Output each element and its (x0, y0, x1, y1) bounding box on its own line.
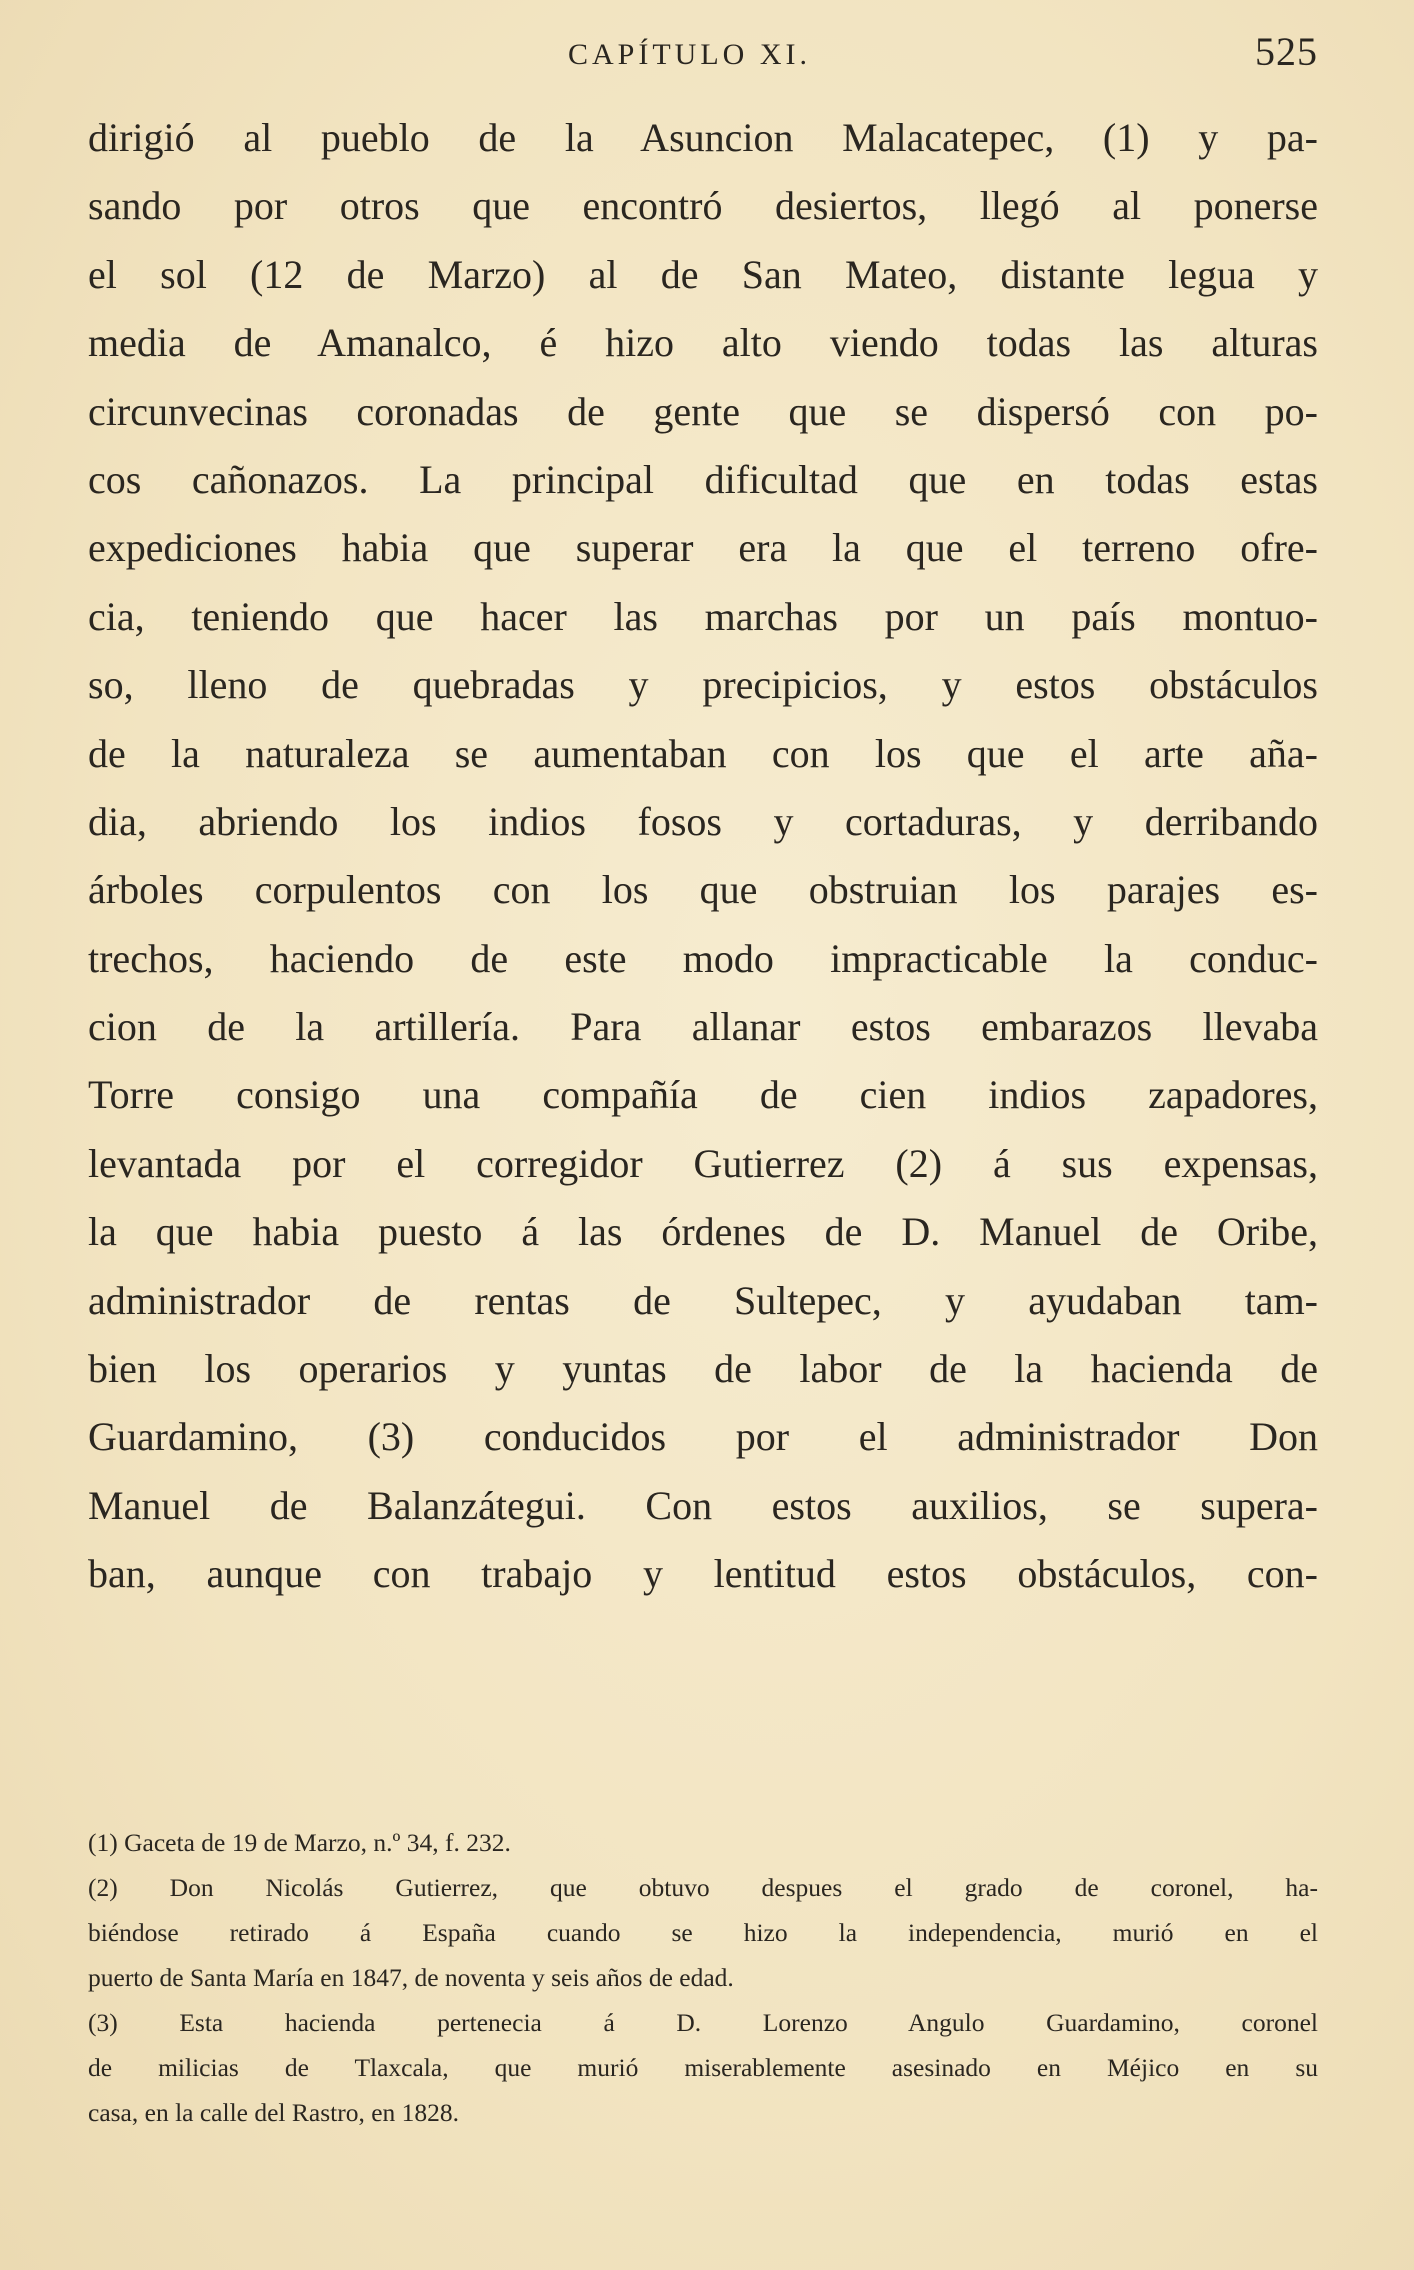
body-text (88, 104, 1318, 1609)
footnote-line: de milicias de Tlaxcala, que murió miserablemente asesinado en Méjico en su (88, 2053, 1318, 2082)
text-line: Torre consigo una compañía de cien indios zapadores, (88, 1072, 1318, 1118)
text-line: media de Amanalco, é hizo alto viendo todas las alturas (88, 320, 1318, 366)
text-line: levantada por el corregidor Gutierrez (2) á sus expensas, (88, 1140, 1318, 1186)
text-line: expediciones habia que superar era la que el terreno ofre- (88, 525, 1318, 571)
text-line: la que habia puesto á las órdenes de D. Manuel de Oribe, (88, 1209, 1318, 1255)
text-line: administrador de rentas de Sultepec, y ayudaban tam- (88, 1277, 1318, 1323)
text-line: cion de la artillería. Para allanar estos embarazos llevaba (88, 1004, 1318, 1050)
page-number: 525 (1255, 29, 1318, 74)
text-line: árboles corpulentos con los que obstruian los parajes es- (88, 867, 1318, 913)
text-line: sando por otros que encontró desiertos, llegó al ponerse (88, 183, 1318, 229)
footnotes (88, 1820, 1318, 2135)
text-line: bien los operarios y yuntas de labor de la hacienda de (88, 1346, 1318, 1392)
text-line: dirigió al pueblo de la Asuncion Malacatepec, (1) y pa- (88, 115, 1318, 160)
text-line: cos cañonazos. La principal dificultad que en todas estas (88, 456, 1318, 502)
footnote-line: (3) Esta hacienda pertenecia á D. Lorenzo Angulo Guardamino, coronel (88, 2008, 1318, 2037)
text-line: so, lleno de quebradas y precipicios, y estos obstáculos (88, 662, 1318, 708)
text-line: Guardamino, (3) conducidos por el administrador Don (88, 1414, 1318, 1460)
footnote-line: puerto de Santa María en 1847, de noventa y seis años de edad. (88, 1963, 734, 1992)
page-header (88, 28, 1318, 78)
text-line: circunvecinas coronadas de gente que se dispersó con po- (88, 388, 1318, 434)
footnote-line: casa, en la calle del Rastro, en 1828. (88, 2098, 460, 2127)
footnote-line: (1) Gaceta de 19 de Marzo, n.º 34, f. 232. (88, 1828, 511, 1857)
chapter-heading: CAPÍTULO XI. (568, 38, 811, 71)
text-line: cia, teniendo que hacer las marchas por un país montuo- (88, 593, 1318, 639)
footnote-line: (2) Don Nicolás Gutierrez, que obtuvo despues el grado de coronel, ha- (88, 1873, 1318, 1902)
text-line: de la naturaleza se aumentaban con los que el arte aña- (88, 730, 1318, 776)
text-line: el sol (12 de Marzo) al de San Mateo, distante legua y (88, 251, 1318, 297)
text-line: ban, aunque con trabajo y lentitud estos obstáculos, con- (88, 1551, 1318, 1597)
text-line: dia, abriendo los indios fosos y cortaduras, y derribando (88, 798, 1318, 844)
text-line: Manuel de Balanzátegui. Con estos auxilios, se supera- (88, 1482, 1318, 1528)
footnote-line: biéndose retirado á España cuando se hizo la independencia, murió en el (88, 1918, 1318, 1947)
text-line: trechos, haciendo de este modo impracticable la conduc- (88, 935, 1318, 981)
